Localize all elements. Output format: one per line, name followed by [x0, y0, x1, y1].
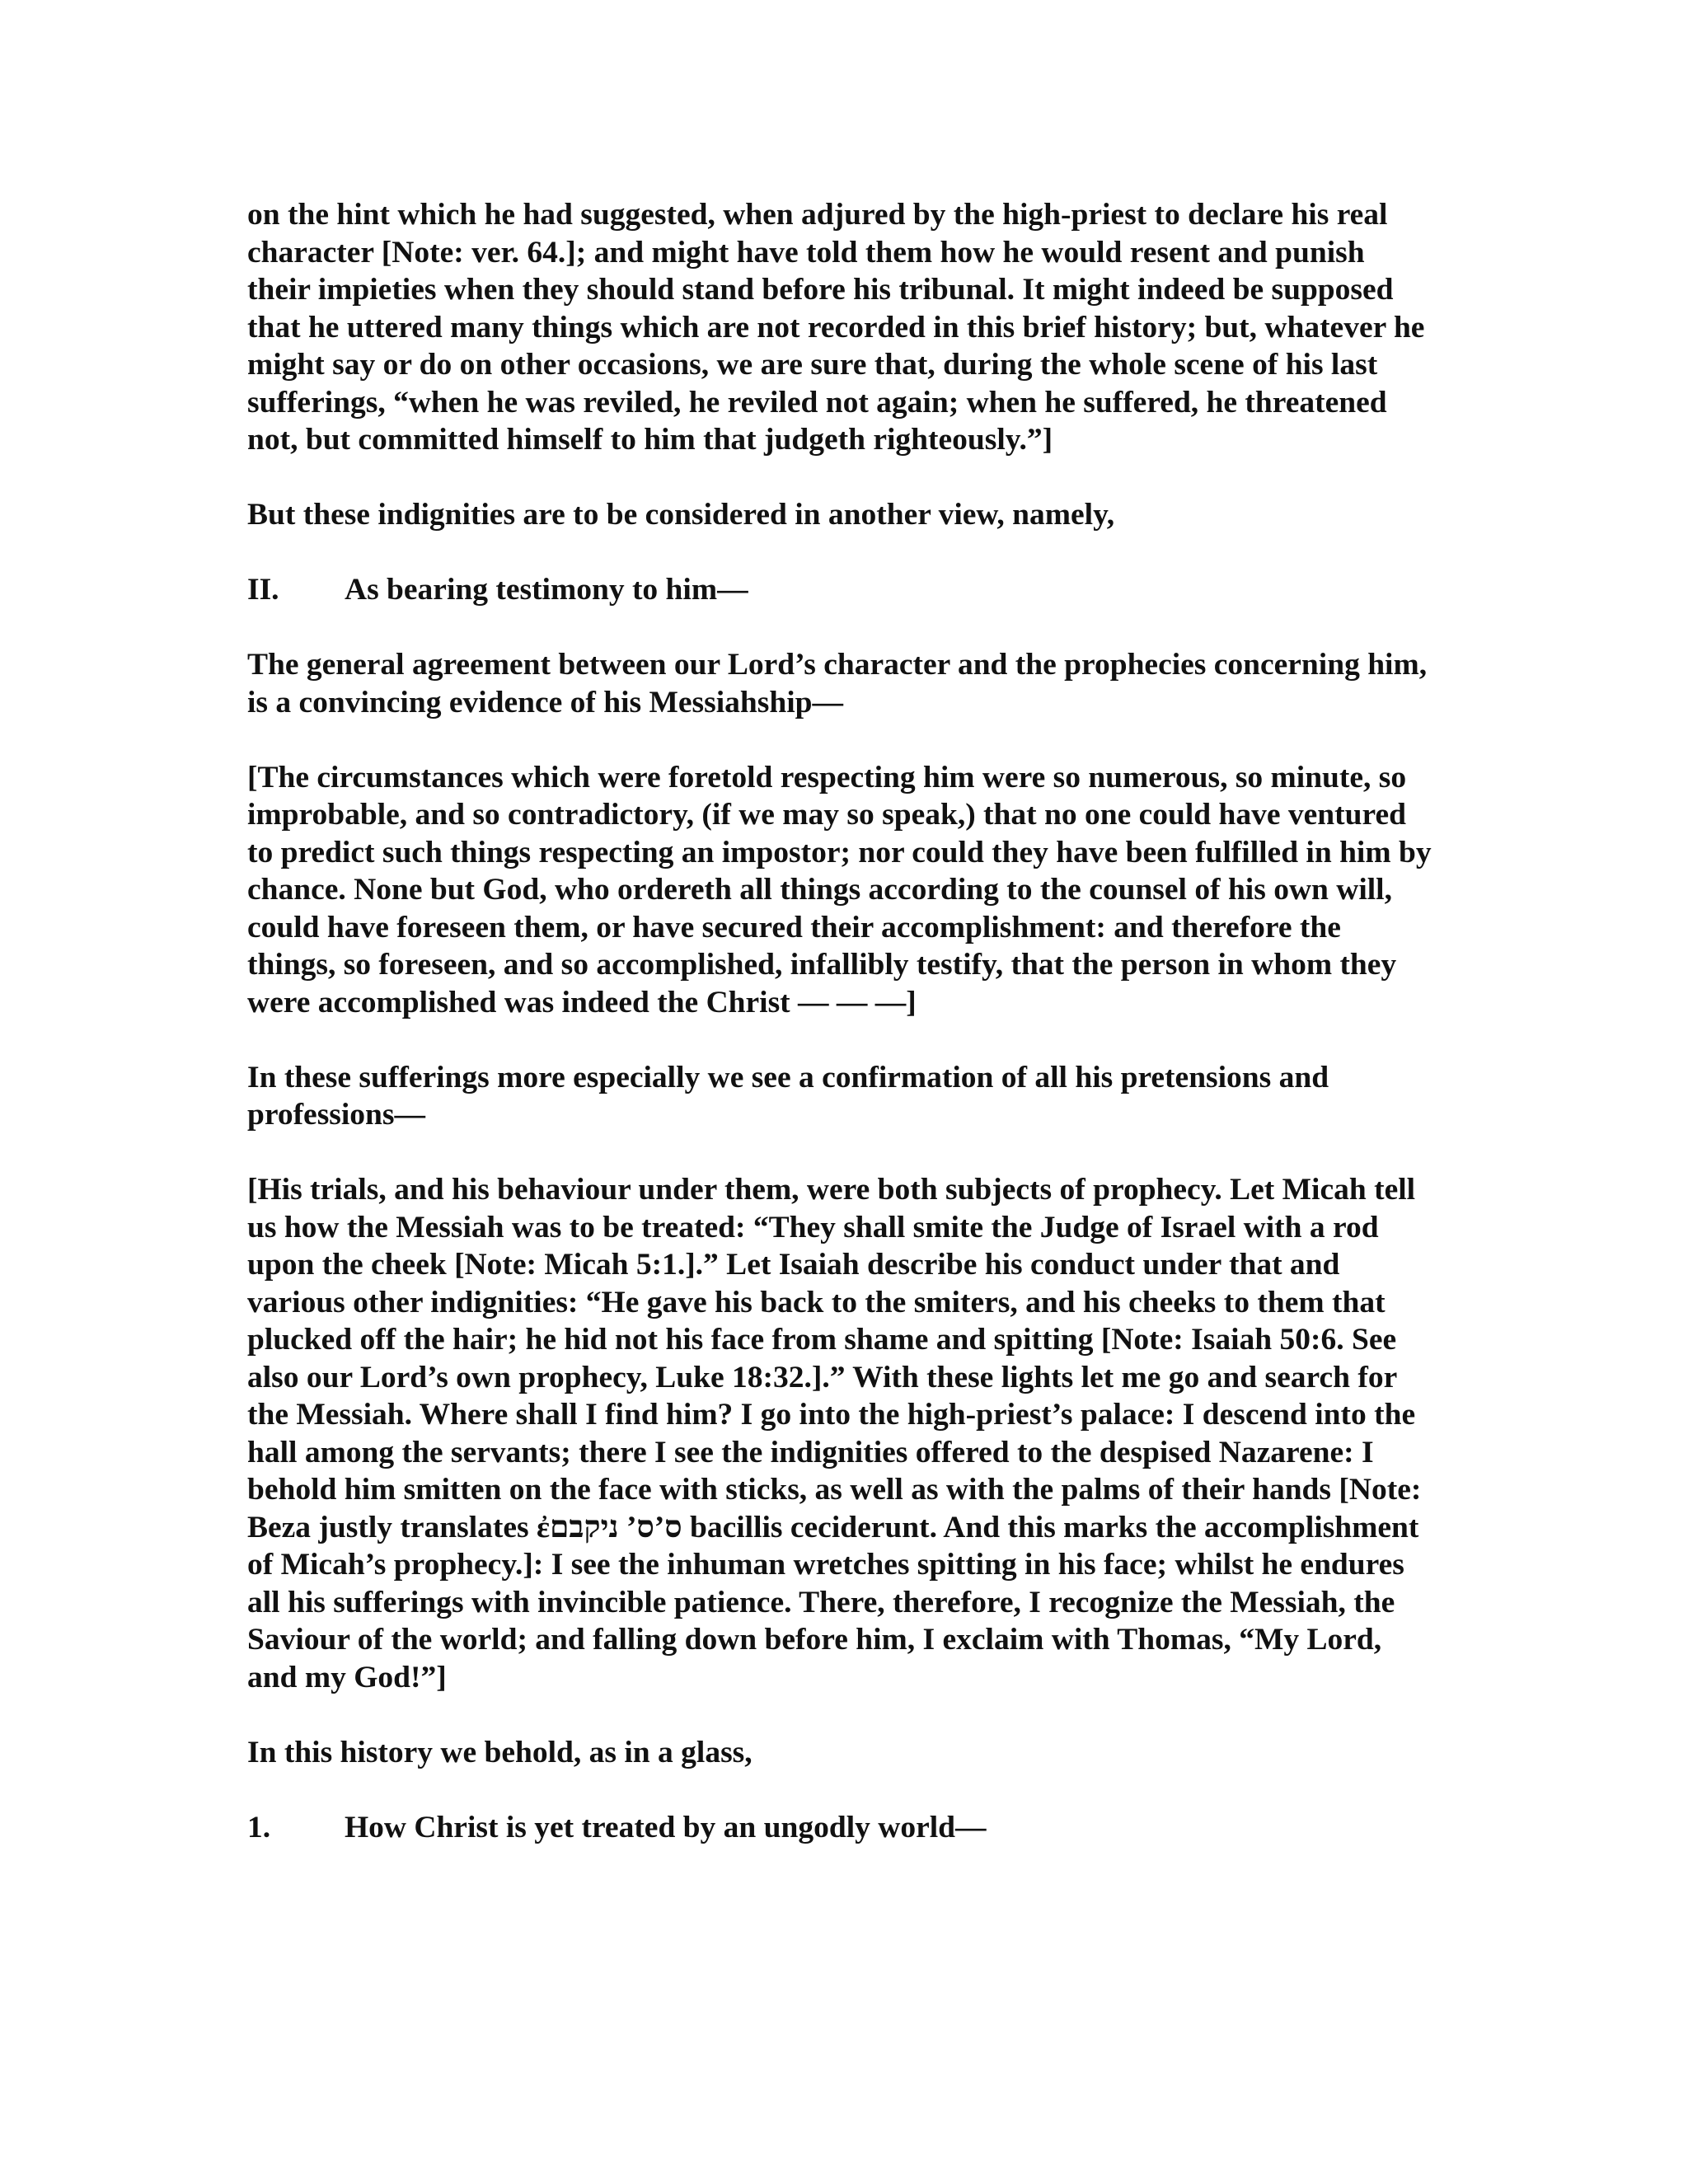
paragraph-sufferings: In these sufferings more especially we see a confirmation of all his pretensions and professions—: [247, 1060, 1329, 1132]
paragraph-trials: [His trials, and his behaviour under them, were both subjects of prophecy. Let Micah tell us how the Messiah was to be treated: “They shall smite the Judge of Israel with a rod upon the cheek [Note: Micah 5:1.].” Let Isaiah describe his conduct under that and various other indignities: “He gave his back to the smiters, and his cheeks to them that plucked off the hair; he hid not his face from shame and spitting [Note: Isaiah 50:6. See also our Lord’s own prophecy, Luke 18:32.].” With these lights let me go and search for the Messiah. Where shall I find him? I go into the high-priest’s palace: I descend into the hall among the servants; there I see the indignities offered to the despised Nazarene: I behold him smitten on the face with sticks, as well as with the palms of their hands [Note: Beza justly translates ἐס’ס’ ניקבם bacillis ceciderunt. And this marks the accomplishment of Micah’s prophecy.]: I see the inhuman wretches spitting in his face; whilst he endures all his sufferings with invincible patience. There, therefore, I recognize the Messiah, the Saviour of the world; and falling down before him, I exclaim with Thomas, “My Lord, and my God!”]: [247, 1173, 1422, 1694]
heading-number: 1.: [247, 1810, 271, 1844]
document-page: [247, 196, 1434, 1884]
section-heading-1: [247, 1809, 1434, 1847]
paragraph-circumstances: [The circumstances which were foretold respecting him were so numerous, so minute, so improbable, and so contradictory, (if we may so speak,) that no one could have ventured to predict such things respecting an impostor; nor could they have been fulfilled in him by chance. None but God, who ordereth all things according to the counsel of his own will, could have foreseen them, or have secured their accomplishment: and therefore the things, so foreseen, and so accomplished, infallibly testify, that the person in whom they were accomplished was indeed the Christ — — —]: [247, 760, 1432, 1019]
paragraph-general-agreement: The general agreement between our Lord’s character and the prophecies concerning him, is a convincing evidence of his Messiahship—: [247, 648, 1428, 719]
paragraph-continuation: on the hint which he had suggested, when adjured by the high-priest to declare his real character [Note: ver. 64.]; and might have told them how he would resent and punish their impieties when they should stand before his tribunal. It might indeed be supposed that he uttered many things which are not recorded in this brief history; but, whatever he might say or do on other occasions, we are sure that, during the whole scene of his last sufferings, “when he was reviled, he reviled not again; when he suffered, he threatened not, but committed himself to him that judgeth righteously.”]: [247, 198, 1425, 457]
paragraph-history: In this history we behold, as in a glass,: [247, 1735, 753, 1769]
heading-text: How Christ is yet treated by an ungodly world—: [345, 1810, 987, 1844]
paragraph-transition: But these indignities are to be considered in another view, namely,: [247, 498, 1115, 532]
heading-text: As bearing testimony to him—: [345, 573, 748, 607]
section-heading-ii: [247, 571, 1434, 609]
heading-number: II.: [247, 573, 279, 607]
